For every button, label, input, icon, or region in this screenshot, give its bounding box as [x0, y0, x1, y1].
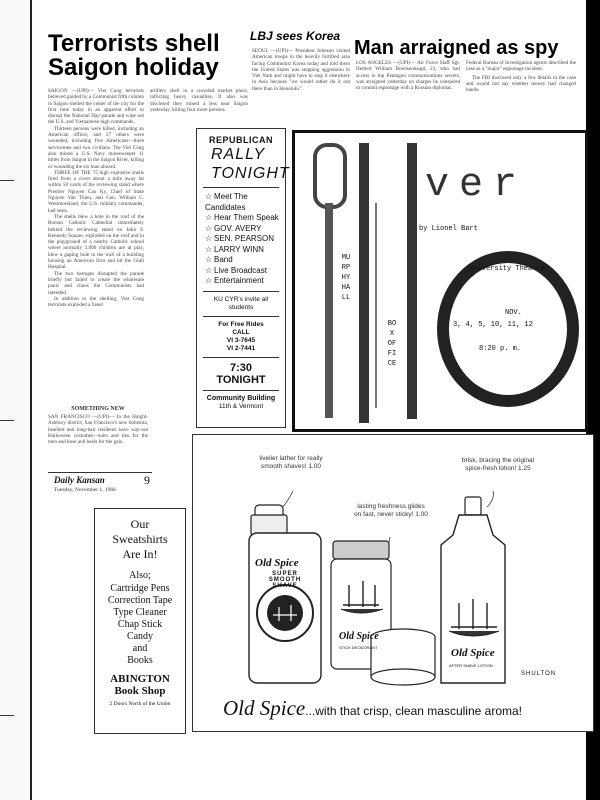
agenda-item: ☆ Live Broadcast	[205, 265, 267, 275]
story-paragraph: LOS ANGELES —(UPI)— Air Force Staff Sgt. Herbert William Boeckenhaupt, 23, who had access to top Pentagon communications secrets, was arraigned yesterday on charges he conspired to commit espionage with a Russian diplomat.	[356, 60, 460, 92]
spy-story-col2	[466, 60, 576, 93]
story-paragraph: In addition to the shelling, Viet Cong terrorists exploded a fused	[48, 295, 144, 309]
shop-line: and	[132, 643, 148, 654]
rides-phone-1: VI 3-7645	[226, 336, 256, 344]
shop-line: Type Cleaner	[113, 607, 167, 618]
headline-saigon: Terrorists shell Saigon holiday	[48, 30, 220, 82]
agenda-item: ☆ SEN. PEARSON	[205, 234, 275, 243]
old-spice-slogan	[223, 696, 522, 721]
agenda-item: ☆ Entertainment	[205, 276, 264, 285]
shop-name-2: Book Shop	[114, 685, 166, 697]
old-spice-products-illustration	[193, 435, 593, 731]
product-caption-lotion: brisk, bracing the original spice-fresh lotion! 1.25	[461, 457, 535, 472]
stick-label: STICK DEODORANT	[339, 645, 378, 650]
story-paragraph: The two barrages disrupted the parade briefly but failed to create the wholesale panic and chaos the Communists had intended.	[48, 270, 144, 296]
rally-party: REPUBLICAN	[208, 135, 273, 145]
rally-venue: Community Building	[206, 394, 276, 402]
shop-location: 2 Doors North of the Union	[109, 701, 171, 707]
divider	[203, 390, 279, 391]
show-month: NOV.	[505, 309, 522, 317]
star-icon: ☆	[205, 223, 213, 233]
agenda-item: ☆ GOV. AVERY	[205, 223, 262, 233]
product-caption-stick: lasting freshness glides on fast, never sticky! 1.00	[354, 503, 428, 518]
edge-mark	[0, 715, 14, 716]
left-page-edge	[0, 0, 32, 800]
show-time: 8:20 p. m.	[479, 345, 522, 353]
star-icon: ☆	[205, 213, 213, 222]
oliver-title: ver	[425, 163, 528, 208]
murphy-hall: MURPHY HALL	[341, 254, 351, 302]
page-number: 9	[144, 473, 150, 487]
saigon-story-continued	[150, 88, 248, 113]
agenda-item: ☆ Hear Them Speak	[205, 213, 279, 222]
brief-heading: SOMETHING NEW	[71, 406, 125, 412]
divider	[203, 291, 279, 292]
divider	[203, 357, 279, 358]
shop-name: ABINGTON	[110, 673, 170, 685]
decorative-stripe	[375, 203, 377, 408]
author-credit: by Lionel Bart	[419, 225, 478, 233]
can-label: SUPER SMOOTH SHAVE	[268, 571, 302, 589]
divider	[203, 316, 279, 317]
star-icon: ☆	[205, 255, 213, 264]
story-paragraph: The shells blew a hole in the roof of the Roman Catholic Cathedral immediately behind the reviewing stand on John F. Kennedy Square, exploded on the roof and in the playground of a nearby Catholic school where normally 3,000 children are at play, blew a gaping hole in the wall of a building housing an American firm and hit the Grall Hospital.	[48, 213, 144, 271]
old-spice-ad	[192, 434, 594, 732]
abington-book-shop-ad	[94, 508, 186, 734]
headline-spy: Man arraigned as spy	[354, 37, 559, 59]
story-paragraph: SAIGON —(UPI)— Viet Cong terrorists believed guided by a Communist fifth column in Saigon shelled the center of the city for the first time today in an apparent effort to disrupt the National Day parade and wipe out the U.S. and Vietnamese high commands.	[48, 88, 144, 126]
deodorant-cap	[371, 629, 435, 685]
rally-time: 7:30	[229, 361, 253, 374]
saigon-story	[48, 88, 144, 308]
rally-title-tonight: TONIGHT	[211, 165, 290, 182]
agenda-item: ☆ Band	[205, 255, 233, 264]
rally-title: RALLY	[211, 146, 266, 163]
show-dates: 3, 4, 5, 10, 11, 12	[453, 321, 533, 329]
story-paragraph: SEOUL —(UPI)— President Johnson visited American troops in the heavily fortified area facing Communist Korea today and told them the United States was stopping aggression in Viet Nam and might have to stop it elsewhere in Asia because "we would rather do it out there than in Honolulu."	[252, 48, 350, 92]
oliver-letter-o-outline	[313, 143, 347, 209]
story-paragraph: The FBI disclosed only a few details in the case and would not say whether money had changed hands.	[466, 74, 576, 94]
rally-agenda	[205, 192, 285, 287]
oliver-play-ad	[292, 130, 588, 432]
product-caption-lather: livelier lather for really smooth shaves! 1.00	[259, 455, 323, 470]
decorative-stripe	[325, 203, 333, 418]
story-paragraph: Thirteen persons were killed, including an American officer, and 27 others were wounded, including five Americans—three servicemen and two civilians. The Viet Cong also mined a U.S. Navy minesweeper 11 miles from Saigon in the Saigon River, killing or wounding the six man aboard.	[48, 125, 144, 170]
rides-label: For Free Rides CALL	[218, 320, 264, 336]
shop-line: Also;	[129, 570, 151, 581]
rally-time-tonight: TONIGHT	[216, 373, 266, 386]
lbj-story	[252, 48, 350, 92]
star-icon: ☆	[205, 192, 213, 201]
bottle-label: AFTER SHAVE LOTION	[449, 663, 493, 668]
brand-logo-can: Old Spice	[255, 557, 299, 569]
theatre-name: University Theatre	[469, 265, 545, 273]
shop-line: Candy	[126, 631, 154, 642]
shop-line: Books	[127, 655, 153, 666]
box-office: BOX OFFICE	[387, 320, 397, 368]
maker-name: SHULTON	[521, 671, 557, 677]
story-paragraph: SAN FRANCISCO —(UPI)— In the Haight-Ashbury district, San Francisco's new bohemia, bearded and long-hair residents have way-out Halloween costumes—suits and ties for the men and hose and heels for the gals.	[48, 414, 148, 446]
shop-line: Our	[130, 517, 150, 531]
story-paragraph: THREE OF THE 75 high explosive shells fired from a cover about a mile away hit within 50 yards of the reviewing stand where Premier Nguyen Cao Ky, Chief of State Nguyen Van Thieu, and Gen. William C. Westmoreland, the U.S. military commander, had seats.	[48, 169, 144, 214]
decorative-stripe	[359, 143, 369, 423]
spy-story-col1	[356, 60, 460, 91]
shop-line: Correction Tape	[107, 595, 173, 606]
issue-date: Tuesday, November 1, 1966	[54, 487, 116, 493]
edge-mark	[0, 180, 14, 181]
rides-phone-2: VI 2-7441	[226, 344, 256, 352]
slogan-brand: Old Spice	[223, 696, 306, 720]
shop-line: Cartridge Pens	[110, 583, 170, 594]
agenda-item: ☆ Meet The Candidates	[205, 192, 248, 212]
star-icon: ☆	[205, 234, 213, 243]
newspaper-page	[38, 6, 582, 796]
edge-mark	[0, 420, 14, 421]
shop-line: Sweatshirts	[112, 532, 168, 546]
star-icon: ☆	[205, 265, 213, 275]
something-new-brief	[48, 406, 148, 445]
rally-sponsor: KU CYR's invite all students	[213, 295, 269, 311]
divider	[203, 187, 279, 188]
republican-rally-ad	[196, 128, 290, 428]
oliver-ring	[437, 251, 579, 407]
brand-logo-stick: Old Spice	[339, 631, 379, 642]
paper-name: Daily Kansan	[54, 475, 105, 485]
slogan-tail: ...with that crisp, clean masculine aroma!	[305, 704, 522, 718]
shop-line: Chap Stick	[117, 619, 163, 630]
decorative-stripe	[407, 143, 417, 419]
masthead	[48, 472, 152, 495]
star-icon: ☆	[205, 244, 213, 254]
story-paragraph: Federal Bureau of Investigation agents described the case as a "major" espionage incident.	[466, 60, 576, 73]
agenda-item: ☆ LARRY WINN	[205, 244, 264, 254]
story-paragraph: artillery shell in a crowded market place, inflicting heavy casualties. It also was disclosed they mined a less near Saigon yesterday, killing four more persons.	[150, 88, 248, 113]
headline-lbj: LBJ sees Korea	[250, 29, 341, 43]
star-icon: ☆	[205, 276, 213, 285]
shave-can	[249, 505, 321, 683]
rally-address: 11th & Vermont	[218, 402, 264, 410]
shop-line: Are In!	[122, 547, 158, 561]
brand-logo-bottle: Old Spice	[451, 647, 495, 659]
